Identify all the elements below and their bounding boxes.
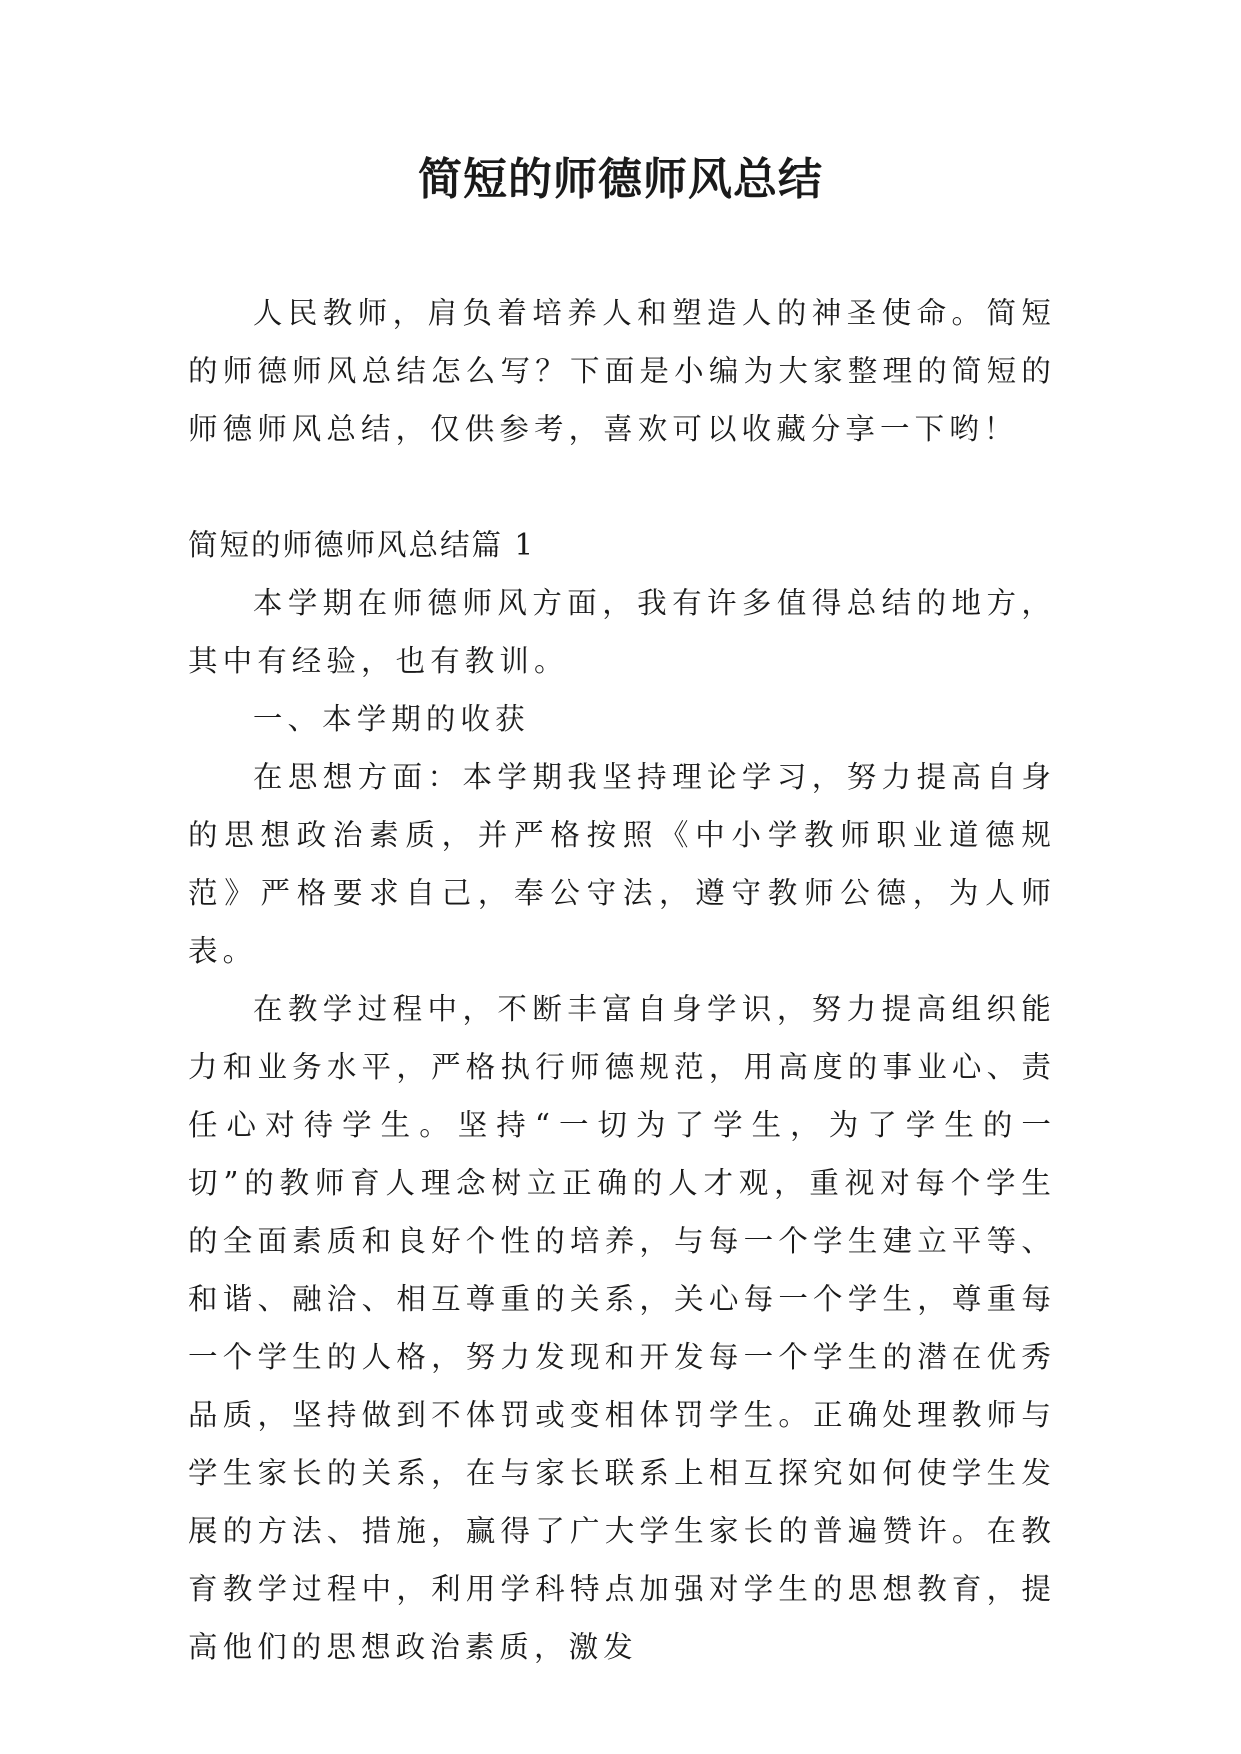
body-paragraph: 本学期在师德师风方面，我有许多值得总结的地方，其中有经验，也有教训。	[188, 586, 1056, 678]
body-paragraph: 在思想方面：本学期我坚持理论学习，努力提高自身的思想政治素质，并严格按照《中小学教师职业道德规范》严格要求自己，奉公守法，遵守教师公德，为人师表。	[188, 760, 1056, 968]
section-heading: 简短的师德师风总结篇 1	[188, 528, 536, 562]
intro-paragraph: 人民教师，肩负着培养人和塑造人的神圣使命。简短的师德师风总结怎么写？下面是小编为大家整理的简短的师德师风总结，仅供参考，喜欢可以收藏分享一下哟！	[188, 296, 1056, 446]
body-paragraph: 在教学过程中，不断丰富自身学识，努力提高组织能力和业务水平，严格执行师德规范，用高度的事业心、责任心对待学生。坚持“一切为了学生，为了学生的一切”的教师育人理念树立正确的人才观，重视对每个学生的全面素质和良好个性的培养，与每一个学生建立平等、和谐、融洽、相互尊重的关系，关心每一个学生，尊重每一个学生的人格，努力发现和开发每一个学生的潜在优秀品质，坚持做到不体罚或变相体罚学生。正确处理教师与学生家长的关系，在与家长联系上相互探究如何使学生发展的方法、措施，赢得了广大学生家长的普遍赞许。在教育教学过程中，利用学科特点加强对学生的思想教育，提高他们的思想政治素质，激发	[188, 992, 1056, 1664]
subsection-heading: 一、本学期的收获	[252, 702, 530, 736]
document-body	[188, 284, 1056, 1676]
document-title: 简短的师德师风总结	[418, 154, 823, 205]
